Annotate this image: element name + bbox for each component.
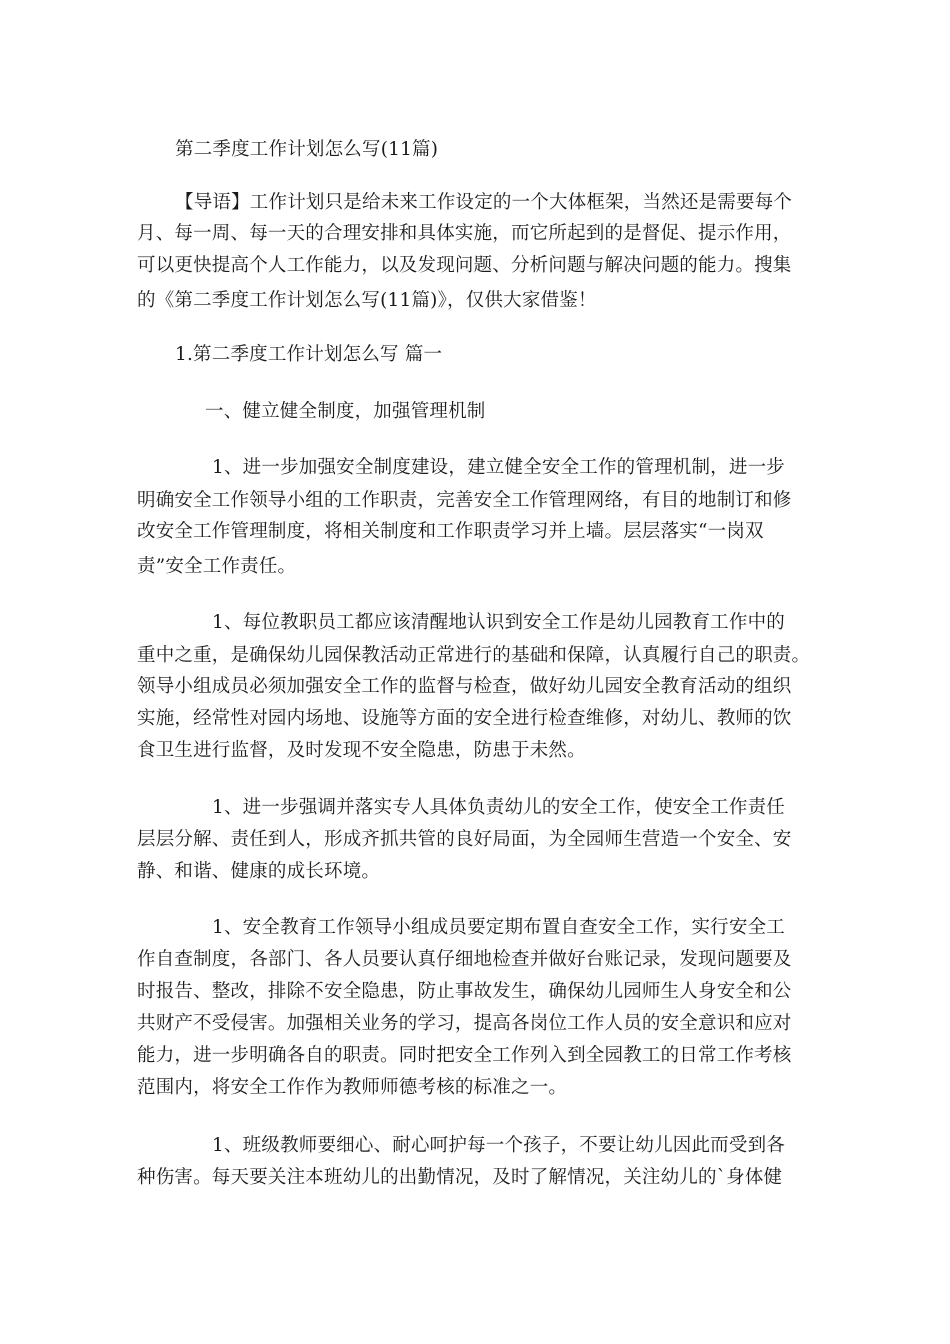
paragraph-line: 领导小组成员必须加强安全工作的监督与检查，做好幼儿园安全教育活动的组织 [137, 676, 792, 697]
paragraph-line: 层层分解、责任到人，形成齐抓共管的良好局面，为全园师生营造一个安全、安 [137, 829, 792, 850]
intro-line: 【导语】工作计划只是给未来工作设定的一个大体框架，当然还是需要每个 [175, 192, 793, 213]
paragraph-line: 食卫生进行监督，及时发现不安全隐患，防患于未然。 [137, 740, 586, 761]
paragraph-line: 共财产不受侵害。加强相关业务的学习，提高各岗位工作人员的安全意识和应对 [137, 1013, 792, 1034]
paragraph-line: 责”安全工作责任。 [137, 556, 297, 577]
intro-line: 可以更快提高个人工作能力，以及发现问题、分析问题与解决问题的能力。搜集 [137, 255, 792, 276]
paragraph-line: 重中之重，是确保幼儿园保教活动正常进行的基础和保障，认真履行自己的职责。 [137, 645, 811, 666]
paragraph-line: 范围内，将安全工作作为教师师德考核的标准之一。 [137, 1077, 568, 1098]
paragraph-line: 1、班级教师要细心、耐心呵护每一个孩子，不要让幼儿因此而受到各 [212, 1135, 785, 1156]
paragraph-line: 实施，经常性对园内场地、设施等方面的安全进行检查维修，对幼儿、教师的饮 [137, 708, 792, 729]
paragraph-line: 作自查制度，各部门、各人员要认真仔细地检查并做好台账记录，发现问题要及 [137, 949, 792, 970]
document-title: 第二季度工作计划怎么写(11篇) [175, 139, 439, 160]
paragraph-line: 改安全工作管理制度，将相关制度和工作职责学习并上墙。层层落实“一岗双 [137, 521, 764, 542]
paragraph-line: 1、安全教育工作领导小组成员要定期布置自查安全工作，实行安全工 [212, 917, 785, 938]
paragraph-line: 1、每位教职员工都应该清醒地认识到安全工作是幼儿园教育工作中的 [212, 612, 785, 633]
intro-line: 的《第二季度工作计划怎么写(11篇)》，仅供大家借鉴！ [137, 290, 597, 311]
paragraph-line: 静、和谐、健康的成长环境。 [137, 861, 381, 882]
paragraph-line: 种伤害。每天要关注本班幼儿的出勤情况，及时了解情况，关注幼儿的`身体健 [137, 1167, 783, 1188]
paragraph-line: 能力，进一步明确各自的职责。同时把安全工作列入到全园教工的日常工作考核 [137, 1045, 792, 1066]
paragraph-line: 时报告、整改，排除不安全隐患，防止事故发生，确保幼儿园师生人身安全和公 [137, 981, 792, 1002]
subheading: 一、健立健全制度，加强管理机制 [205, 401, 486, 422]
intro-line: 月、每一周、每一天的合理安排和具体实施，而它所起到的是督促、提示作用， [137, 223, 792, 244]
paragraph-line: 1、进一步加强安全制度建设，建立健全安全工作的管理机制，进一步 [212, 457, 785, 478]
paragraph-line: 1、进一步强调并落实专人具体负责幼儿的安全工作，使安全工作责任 [212, 797, 785, 818]
section-heading: 1.第二季度工作计划怎么写 篇一 [175, 344, 443, 365]
paragraph-line: 明确安全工作领导小组的工作职责，完善安全工作管理网络，有目的地制订和修 [137, 490, 792, 511]
